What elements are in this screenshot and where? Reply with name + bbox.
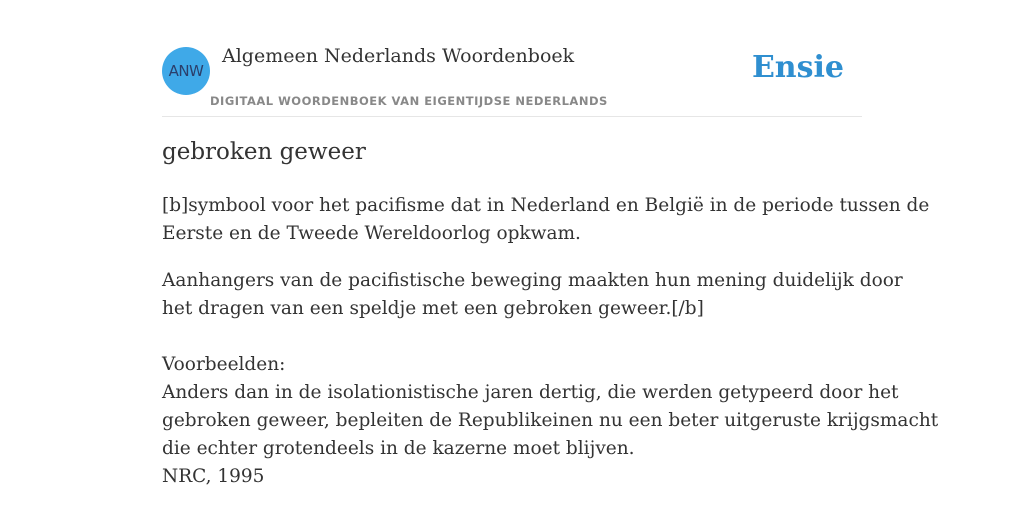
example-line: die echter grotendeels in de kazerne moet blijven. (162, 438, 635, 459)
entry-definition (162, 192, 930, 248)
entry-term: gebroken geweer (162, 139, 366, 165)
example-line: Anders dan in de isolationistische jaren dertig, die werden getypeerd door het (162, 382, 899, 403)
ensie-brand-link[interactable]: Ensie (751, 50, 844, 85)
dictionary-subtitle: DIGITAAL WOORDENBOEK VAN EIGENTIJDSE NEDERLANDS (210, 94, 608, 108)
entry-examples (162, 351, 939, 491)
detail-line: Aanhangers van de pacifistische beweging maakten hun mening duidelijk door (162, 270, 903, 291)
examples-label: Voorbeelden: (162, 354, 286, 375)
example-line: gebroken geweer, bepleiten de Republikeinen nu een beter uitgeruste krijgsmacht (162, 410, 939, 431)
anw-logo[interactable]: ANW (162, 47, 210, 95)
detail-line: het dragen van een speldje met een gebroken geweer.[/b] (162, 298, 704, 319)
example-source: NRC, 1995 (162, 466, 265, 487)
definition-line: Eerste en de Tweede Wereldoorlog opkwam. (162, 223, 581, 244)
page (162, 0, 939, 512)
definition-line: [b]symbool voor het pacifisme dat in Nederland en België in de periode tussen de (162, 195, 930, 216)
site-header (162, 0, 862, 117)
entry-detail (162, 267, 903, 323)
dictionary-title[interactable]: Algemeen Nederlands Woordenboek (222, 45, 575, 67)
